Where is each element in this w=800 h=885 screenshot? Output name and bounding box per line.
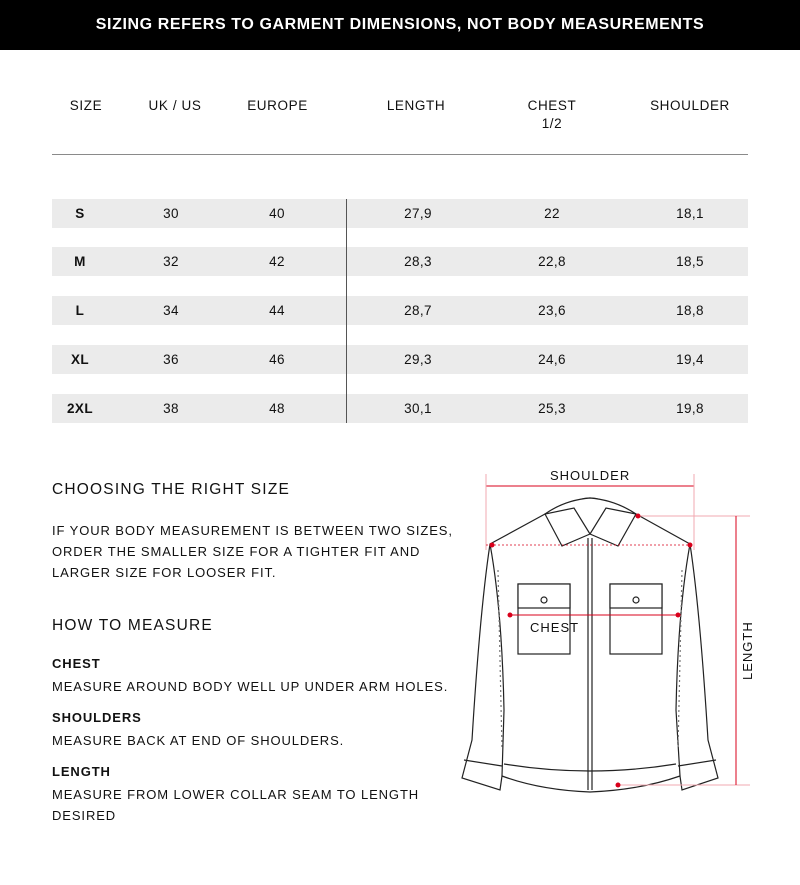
how-to-measure-title: HOW TO MEASURE [52,617,213,634]
cell-shoulder: 18,1 [676,206,704,221]
cell-size: XL [70,352,90,367]
choosing-line-1: IF YOUR BODY MEASUREMENT IS BETWEEN TWO SIZES, [52,523,453,538]
chest-text: MEASURE AROUND BODY WELL UP UNDER ARM HOLES. [52,679,449,694]
cell-europe: 46 [269,352,285,367]
cell-size: L [75,303,85,318]
cell-europe: 44 [269,303,285,318]
cell-chest: 22,8 [538,254,566,269]
cell-shoulder: 19,8 [676,401,704,416]
cell-shoulder: 19,4 [676,352,704,367]
cell-shoulder: 18,5 [676,254,704,269]
column-divider [346,199,347,423]
table-row [52,199,748,228]
shoulders-title: SHOULDERS [52,710,142,725]
cell-europe: 40 [269,206,285,221]
choosing-line-2: ORDER THE SMALLER SIZE FOR A TIGHTER FIT AND [52,544,421,559]
header-europe: EUROPE [247,98,308,113]
header-chest: CHEST 1/2 [527,98,577,131]
cell-ukus: 38 [163,401,179,416]
length-text-1: MEASURE FROM LOWER COLLAR SEAM TO LENGTH [52,787,420,802]
cell-chest: 23,6 [538,303,566,318]
length-text-2: DESIRED [52,808,117,823]
choosing-title: CHOOSING THE RIGHT SIZE [52,481,291,498]
cell-europe: 42 [269,254,285,269]
cell-length: 30,1 [404,401,432,416]
table-row [52,296,748,325]
cell-shoulder: 18,8 [676,303,704,318]
header-length: LENGTH [386,98,446,113]
cell-ukus: 34 [163,303,179,318]
cell-chest: 22 [544,206,560,221]
cell-ukus: 30 [163,206,179,221]
header-ukus: UK / US [148,98,202,113]
choosing-line-3: LARGER SIZE FOR LOOSER FIT. [52,565,277,580]
cell-chest: 25,3 [538,401,566,416]
cell-length: 28,3 [404,254,432,269]
cell-length: 28,7 [404,303,432,318]
length-label: LENGTH [740,621,755,680]
cell-size: M [74,254,86,269]
chest-title: CHEST [52,656,101,671]
table-row [52,345,748,374]
cell-europe: 48 [269,401,285,416]
chest-label: CHEST [530,620,580,635]
shoulder-label: SHOULDER [550,468,631,483]
cell-length: 29,3 [404,352,432,367]
header-divider [52,154,748,155]
jacket-measurement-diagram [450,460,795,835]
shoulders-text: MEASURE BACK AT END OF SHOULDERS. [52,733,345,748]
cell-chest: 24,6 [538,352,566,367]
cell-size: S [75,206,85,221]
header-size: SIZE [69,98,103,113]
table-row [52,247,748,276]
header-shoulder: SHOULDER [650,98,730,113]
table-row [52,394,748,423]
length-title: LENGTH [52,764,111,779]
cell-ukus: 36 [163,352,179,367]
sizing-banner: SIZING REFERS TO GARMENT DIMENSIONS, NOT BODY MEASUREMENTS [0,0,800,50]
cell-ukus: 32 [163,254,179,269]
cell-size: 2XL [67,401,93,416]
cell-length: 27,9 [404,206,432,221]
